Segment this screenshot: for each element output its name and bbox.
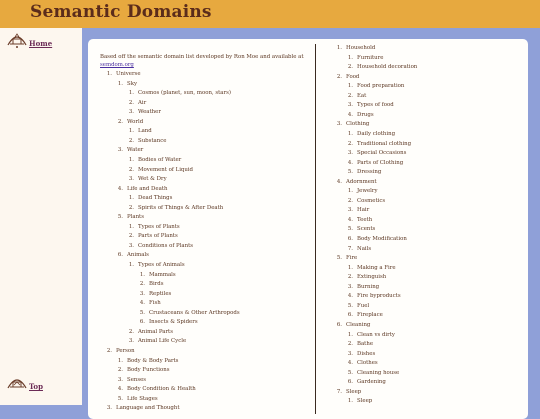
list-number: 1. <box>128 156 134 163</box>
list-item <box>124 138 166 145</box>
list-label: Water <box>127 147 144 154</box>
list-number: 6. <box>347 379 353 386</box>
list-number: 3. <box>128 242 134 249</box>
list-item <box>124 128 152 135</box>
list-number: 1. <box>347 264 353 271</box>
list-label: Parts of Clothing <box>357 159 404 166</box>
list-label: Household decoration <box>357 64 418 71</box>
list-item <box>343 379 386 386</box>
list-item <box>124 167 193 174</box>
list-label: Burning <box>357 283 380 290</box>
list-label: Animal Parts <box>138 328 173 335</box>
list-label: Conditions of Plants <box>138 242 194 249</box>
list-number: 4. <box>347 216 353 223</box>
home-link[interactable] <box>6 31 52 49</box>
intro-sentence: Based off the semantic domain list developed by Ron Moe and available at <box>100 54 304 60</box>
list-item <box>343 341 373 348</box>
list-label: Body Condition & Health <box>127 386 196 393</box>
list-number: 7. <box>347 245 353 252</box>
list-item <box>124 243 193 250</box>
list-number: 2. <box>139 281 145 288</box>
list-item <box>332 179 377 186</box>
list-item <box>343 112 374 119</box>
list-number: 1. <box>139 271 145 278</box>
list-item <box>343 150 406 157</box>
list-number: 1. <box>117 80 123 87</box>
intro-text <box>100 53 310 69</box>
list-item <box>124 329 173 336</box>
list-label: Life Stages <box>127 395 158 402</box>
list-label: Clothing <box>346 121 370 128</box>
list-item <box>343 207 369 214</box>
list-label: Extinguish <box>357 274 387 281</box>
list-number: 6. <box>347 236 353 242</box>
top-link[interactable] <box>6 374 43 392</box>
list-number: 2. <box>347 341 353 348</box>
list-label: Substance <box>138 137 167 144</box>
list-number: 2. <box>128 166 134 173</box>
list-item <box>124 224 180 231</box>
list-label: Weather <box>138 109 161 116</box>
list-item <box>124 176 167 183</box>
list-number: 2. <box>347 274 353 281</box>
list-item <box>343 64 417 71</box>
list-label: Body & Body Parts <box>127 357 179 364</box>
list-label: Animals <box>127 252 149 259</box>
list-item <box>343 351 375 358</box>
list-number: 4. <box>336 178 342 185</box>
list-item <box>113 367 170 374</box>
list-label: Fish <box>149 300 161 307</box>
list-item <box>124 157 181 164</box>
list-item <box>135 319 198 326</box>
list-number: 2. <box>106 347 112 354</box>
list-label: Crustaceans & Other Arthropods <box>149 309 240 316</box>
list-number: 7. <box>336 388 342 395</box>
list-item <box>343 83 404 90</box>
list-item <box>343 141 411 148</box>
list-label: Bathe <box>357 341 374 348</box>
list-label: Plants <box>127 214 144 221</box>
list-number: 4. <box>117 185 123 192</box>
list-item <box>332 74 359 81</box>
list-number: 3. <box>128 176 134 183</box>
list-label: Parts of Plants <box>138 233 178 240</box>
list-number: 2. <box>117 367 123 374</box>
list-item <box>332 255 357 262</box>
list-number: 4. <box>347 159 353 166</box>
list-item <box>343 198 385 205</box>
list-label: Body Functions <box>127 367 170 374</box>
list-label: Gardening <box>357 379 386 386</box>
list-number: 4. <box>347 360 353 367</box>
list-item <box>343 284 379 291</box>
list-label: Dressing <box>357 169 382 176</box>
top-label: Top <box>29 382 43 391</box>
list-item <box>343 160 403 167</box>
list-number: 5. <box>347 226 353 233</box>
list-number: 1. <box>128 90 134 97</box>
list-label: Insects & Spiders <box>149 319 198 326</box>
list-number: 3. <box>128 109 134 116</box>
list-number: 6. <box>139 319 145 326</box>
list-number: 1. <box>117 357 123 364</box>
list-label: Fire <box>346 255 358 262</box>
list-label: Cleaning <box>346 321 371 328</box>
list-item <box>102 71 141 78</box>
list-label: Food preparation <box>357 83 405 90</box>
list-number: 5. <box>347 169 353 176</box>
top-icon <box>6 374 28 392</box>
list-item <box>124 205 223 212</box>
list-label: Hair <box>357 207 370 214</box>
list-number: 1. <box>347 331 353 338</box>
list-label: Food <box>346 73 360 80</box>
list-number: 6. <box>117 252 123 259</box>
list-item <box>332 45 375 52</box>
list-label: Making a Fire <box>357 264 396 271</box>
list-item <box>332 322 370 329</box>
list-item <box>343 398 372 405</box>
header-bar <box>0 0 540 28</box>
list-item <box>135 281 163 288</box>
list-number: 1. <box>106 71 112 77</box>
list-number: 2. <box>347 92 353 99</box>
list-label: Types of food <box>357 102 394 109</box>
list-item <box>113 214 144 221</box>
list-item <box>124 109 161 116</box>
list-label: Wet & Dry <box>138 176 167 183</box>
list-number: 4. <box>139 300 145 307</box>
list-label: Spirits of Things & After Death <box>138 204 224 211</box>
list-label: Adornment <box>346 178 377 185</box>
list-item <box>124 90 231 97</box>
list-number: 2. <box>128 99 134 106</box>
list-number: 1. <box>347 398 353 405</box>
list-label: Nails <box>357 245 372 252</box>
list-label: Furniture <box>357 54 384 61</box>
list-label: Clean vs dirty <box>357 331 395 338</box>
list-item <box>113 119 143 126</box>
list-number: 2. <box>347 140 353 147</box>
list-label: Body Modification <box>357 236 407 242</box>
list-label: Household <box>346 45 376 51</box>
list-item <box>343 246 371 253</box>
list-label: Cleaning house <box>357 369 400 376</box>
list-item <box>113 252 149 259</box>
list-number: 3. <box>347 350 353 357</box>
list-item <box>343 217 372 224</box>
list-number: 2. <box>128 328 134 335</box>
list-item <box>102 348 135 355</box>
list-number: 2. <box>128 137 134 144</box>
list-label: Animal Life Cycle <box>138 338 187 345</box>
list-number: 4. <box>347 111 353 118</box>
list-item <box>332 121 369 128</box>
list-label: Dishes <box>357 350 376 357</box>
list-label: Sleep <box>346 388 362 395</box>
list-number: 2. <box>128 233 134 240</box>
list-label: Language and Thought <box>116 405 180 412</box>
list-item <box>124 100 146 107</box>
list-label: Jewelry <box>357 188 378 195</box>
list-label: Fire byproducts <box>357 293 401 300</box>
list-label: Movement of Liquid <box>138 166 194 173</box>
list-label: Eat <box>357 92 367 99</box>
list-label: Mammals <box>149 271 176 278</box>
list-number: 3. <box>106 405 112 412</box>
list-number: 5. <box>139 309 145 316</box>
list-label: Daily clothing <box>357 130 396 137</box>
list-item <box>343 131 395 138</box>
list-label: Drugs <box>357 111 374 118</box>
home-icon <box>6 31 28 49</box>
list-number: 1. <box>128 223 134 230</box>
list-number: 1. <box>128 128 134 135</box>
list-label: Reptiles <box>149 290 172 297</box>
list-item <box>343 265 396 272</box>
list-label: Fireplace <box>357 312 383 319</box>
list-number: 2. <box>128 204 134 211</box>
sidebar <box>0 28 82 405</box>
list-label: Scents <box>357 226 376 233</box>
list-item <box>135 291 171 298</box>
list-number: 2. <box>347 64 353 71</box>
list-number: 2. <box>347 197 353 204</box>
list-number: 4. <box>117 386 123 393</box>
list-item <box>343 303 369 310</box>
list-number: 5. <box>336 255 342 262</box>
list-label: Land <box>138 128 152 135</box>
list-number: 1. <box>347 83 353 90</box>
list-label: Clothes <box>357 360 378 367</box>
list-item <box>113 377 146 384</box>
list-item <box>343 226 375 233</box>
list-label: Person <box>116 347 135 354</box>
list-item <box>343 93 366 100</box>
list-number: 6. <box>347 312 353 319</box>
list-item <box>332 389 361 396</box>
list-number: 2. <box>336 73 342 80</box>
list-label: Types of Plants <box>138 223 180 230</box>
list-label: Cosmos (planet, sun, moon, stars) <box>138 90 231 97</box>
list-item <box>135 300 161 307</box>
list-item <box>343 55 383 62</box>
list-number: 3. <box>336 121 342 128</box>
list-item <box>113 386 196 393</box>
list-number: 4. <box>347 293 353 300</box>
list-label: Birds <box>149 281 164 288</box>
list-number: 1. <box>347 188 353 195</box>
list-number: 3. <box>117 147 123 154</box>
list-number: 2. <box>117 118 123 125</box>
list-item <box>343 188 378 195</box>
list-label: Fuel <box>357 302 370 309</box>
list-number: 1. <box>347 130 353 137</box>
list-label: Air <box>138 99 147 106</box>
site-title: Semantic Domains <box>30 2 212 22</box>
list-item <box>343 169 381 176</box>
list-number: 5. <box>347 302 353 309</box>
list-label: Types of Animals <box>138 262 185 268</box>
list-item <box>113 147 143 154</box>
list-number: 1. <box>347 54 353 61</box>
list-item <box>135 310 240 317</box>
list-number: 3. <box>347 102 353 109</box>
list-item <box>343 370 399 377</box>
list-number: 5. <box>117 395 123 402</box>
list-item <box>113 358 178 365</box>
list-number: 1. <box>128 262 134 268</box>
list-item <box>113 186 167 193</box>
list-number: 6. <box>336 321 342 328</box>
list-item <box>124 195 172 202</box>
list-item <box>343 236 407 243</box>
list-number: 3. <box>347 207 353 214</box>
column-divider <box>315 44 316 414</box>
list-number: 3. <box>117 376 123 383</box>
list-item <box>124 262 185 269</box>
list-item <box>343 102 394 109</box>
list-label: Bodies of Water <box>138 156 182 163</box>
list-item <box>343 360 378 367</box>
list-number: 1. <box>336 45 342 51</box>
list-item <box>102 405 179 412</box>
semdom-link[interactable]: semdom.org <box>100 62 134 68</box>
list-number: 3. <box>347 283 353 290</box>
list-number: 1. <box>128 195 134 202</box>
list-item <box>124 233 178 240</box>
list-label: Dead Things <box>138 195 173 202</box>
list-label: Life and Death <box>127 185 168 192</box>
list-item <box>343 332 395 339</box>
list-item <box>343 293 401 300</box>
list-label: Special Occasions <box>357 150 407 157</box>
list-item <box>135 272 176 279</box>
list-number: 5. <box>347 369 353 376</box>
list-item <box>124 338 186 345</box>
list-label: World <box>127 118 144 125</box>
list-item <box>113 81 137 88</box>
list-item <box>343 312 383 319</box>
list-item <box>113 396 158 403</box>
list-number: 3. <box>128 338 134 345</box>
list-label: Sky <box>127 80 138 87</box>
list-number: 3. <box>139 290 145 297</box>
list-label: Cosmetics <box>357 197 386 204</box>
list-label: Teeth <box>357 216 373 223</box>
list-label: Senses <box>127 376 147 383</box>
list-number: 3. <box>347 150 353 157</box>
home-label: Home <box>29 39 53 48</box>
list-label: Universe <box>116 71 141 77</box>
list-label: Traditional clothing <box>357 140 412 147</box>
list-item <box>343 274 386 281</box>
list-label: Sleep <box>357 398 373 405</box>
content-panel <box>88 39 528 419</box>
list-number: 5. <box>117 214 123 221</box>
